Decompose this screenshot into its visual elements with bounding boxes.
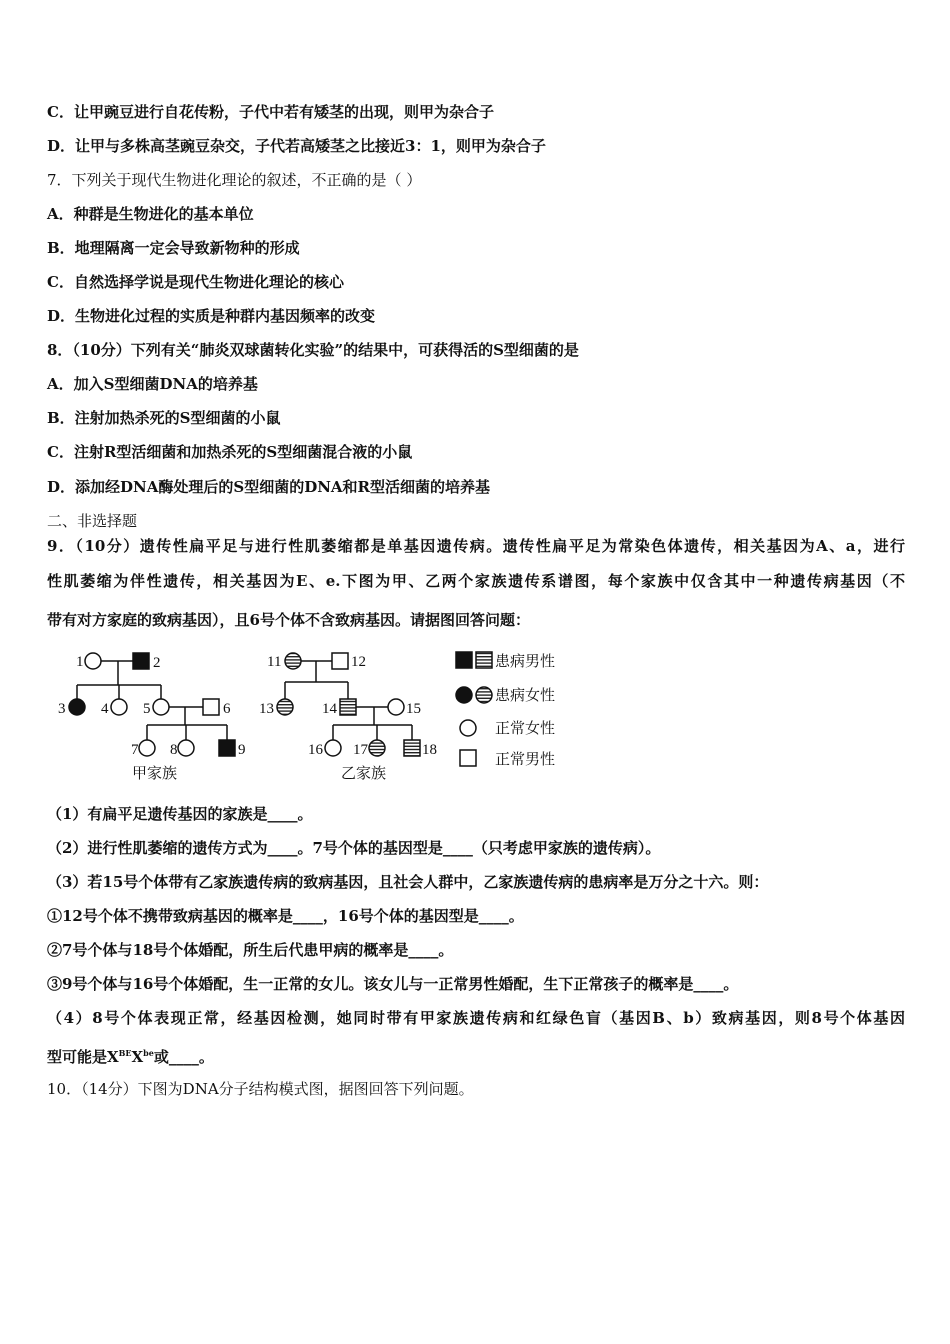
individual-17 [369,740,385,756]
individual-7 [139,740,155,756]
individual-3 [69,699,85,715]
individual-5 [153,699,169,715]
label-9: 9 [238,742,246,758]
individual-9 [219,740,235,756]
q9-part3-2: ②7号个体与18号个体婚配，所生后代患甲病的概率是____。 [47,941,454,959]
question-10: 10．（14分）下图为DNA分子结构模式图，据图回答下列问题。 [47,1080,474,1098]
label-11: 11 [267,654,282,670]
q9-part2: （2）进行性肌萎缩的遗传方式为____。7号个体的基因型是____（只考虑甲家族的遗传病）。 [47,839,661,857]
individual-11 [285,653,301,669]
family-a-label: 甲家族 [132,766,178,782]
family-b-label: 乙家族 [341,766,387,782]
individual-8 [178,740,194,756]
individual-15 [388,699,404,715]
q9-part4-line2: 型可能是$X^{BE}X^{be}$或____。 [47,1048,214,1066]
q9-part3: （3）若15号个体带有乙家族遗传病的致病基因，且社会人群中，乙家族遗传病的患病率是万分之十六。则： [47,873,769,891]
option-8b: B．注射加热杀死的S型细菌的小鼠 [47,409,281,427]
label-5: 5 [143,701,151,717]
legend-normal-female: 正常女性 [495,721,556,737]
question-8: 8．（10分）下列有关“肺炎双球菌转化实验”的结果中，可获得活的S型细菌的是 [47,341,579,359]
individual-12 [332,653,348,669]
individual-18 [404,740,420,756]
option-8a: A．加入S型细菌DNA的培养基 [47,375,258,393]
legend-affected-female: 患病女性 [495,688,556,704]
option-7a: A．种群是生物进化的基本单位 [47,205,254,223]
question-7: 7．下列关于现代生物进化理论的叙述，不正确的是（ ） [47,171,422,189]
individual-14 [340,699,356,715]
label-1: 1 [76,654,84,670]
individual-1 [85,653,101,669]
question-9-line3: 带有对方家庭的致病基因），且6号个体不含致病基因。请据图回答问题： [47,611,530,629]
label-14: 14 [322,701,337,717]
legend-normal-male: 正常男性 [495,752,556,768]
pedigree-chart [40,640,620,790]
label-3: 3 [58,701,66,717]
individual-4 [111,699,127,715]
question-9-line1: 9．（10分）遗传性扁平足与进行性肌萎缩都是单基因遗传病。遗传性扁平足为常染色体遗传，相关基因为A、a，进行 [47,537,905,555]
individual-13 [277,699,293,715]
option-8d: D．添加经DNA酶处理后的S型细菌的DNA和R型活细菌的培养基 [47,478,491,496]
option-7c: C．自然选择学说是现代生物进化理论的核心 [47,273,344,291]
q9-part1: （1）有扁平足遗传基因的家族是____。 [47,805,313,823]
label-17: 17 [353,742,368,758]
label-8: 8 [170,742,178,758]
q9-part4-line1: （4）8号个体表现正常，经基因检测，她同时带有甲家族遗传病和红绿色盲（基因B、b）致病基因，则8号个体基因 [47,1009,905,1027]
option-8c: C．注射R型活细菌和加热杀死的S型细菌混合液的小鼠 [47,443,413,461]
q9-part3-3: ③9号个体与16号个体婚配，生一正常的女儿。该女儿与一正常男性婚配，生下正常孩子的概率是____。 [47,975,739,993]
label-12: 12 [351,654,366,670]
label-2: 2 [153,655,161,671]
question-9-line2: 性肌萎缩为伴性遗传，相关基因为E、e.下图为甲、乙两个家族遗传系谱图，每个家族中仅含其中一种遗传病基因（不 [47,572,905,590]
label-4: 4 [101,701,109,717]
label-7: 7 [131,742,139,758]
option-6d: D．让甲与多株高茎豌豆杂交，子代若高矮茎之比接近3：1，则甲为杂合子 [47,137,546,155]
option-7d: D．生物进化过程的实质是种群内基因频率的改变 [47,307,376,325]
label-16: 16 [308,742,323,758]
option-7b: B．地理隔离一定会导致新物种的形成 [47,239,300,257]
q9-part3-1: ①12号个体不携带致病基因的概率是____，16号个体的基因型是____。 [47,907,524,925]
individual-2 [133,653,149,669]
label-18: 18 [422,742,437,758]
individual-6 [203,699,219,715]
label-15: 15 [406,701,421,717]
label-6: 6 [223,701,231,717]
legend-affected-male: 患病男性 [495,654,556,670]
option-6c: C．让甲豌豆进行自花传粉，子代中若有矮茎的出现，则甲为杂合子 [47,103,494,121]
section-heading: 二、非选择题 [47,512,138,530]
individual-16 [325,740,341,756]
label-13: 13 [259,701,274,717]
